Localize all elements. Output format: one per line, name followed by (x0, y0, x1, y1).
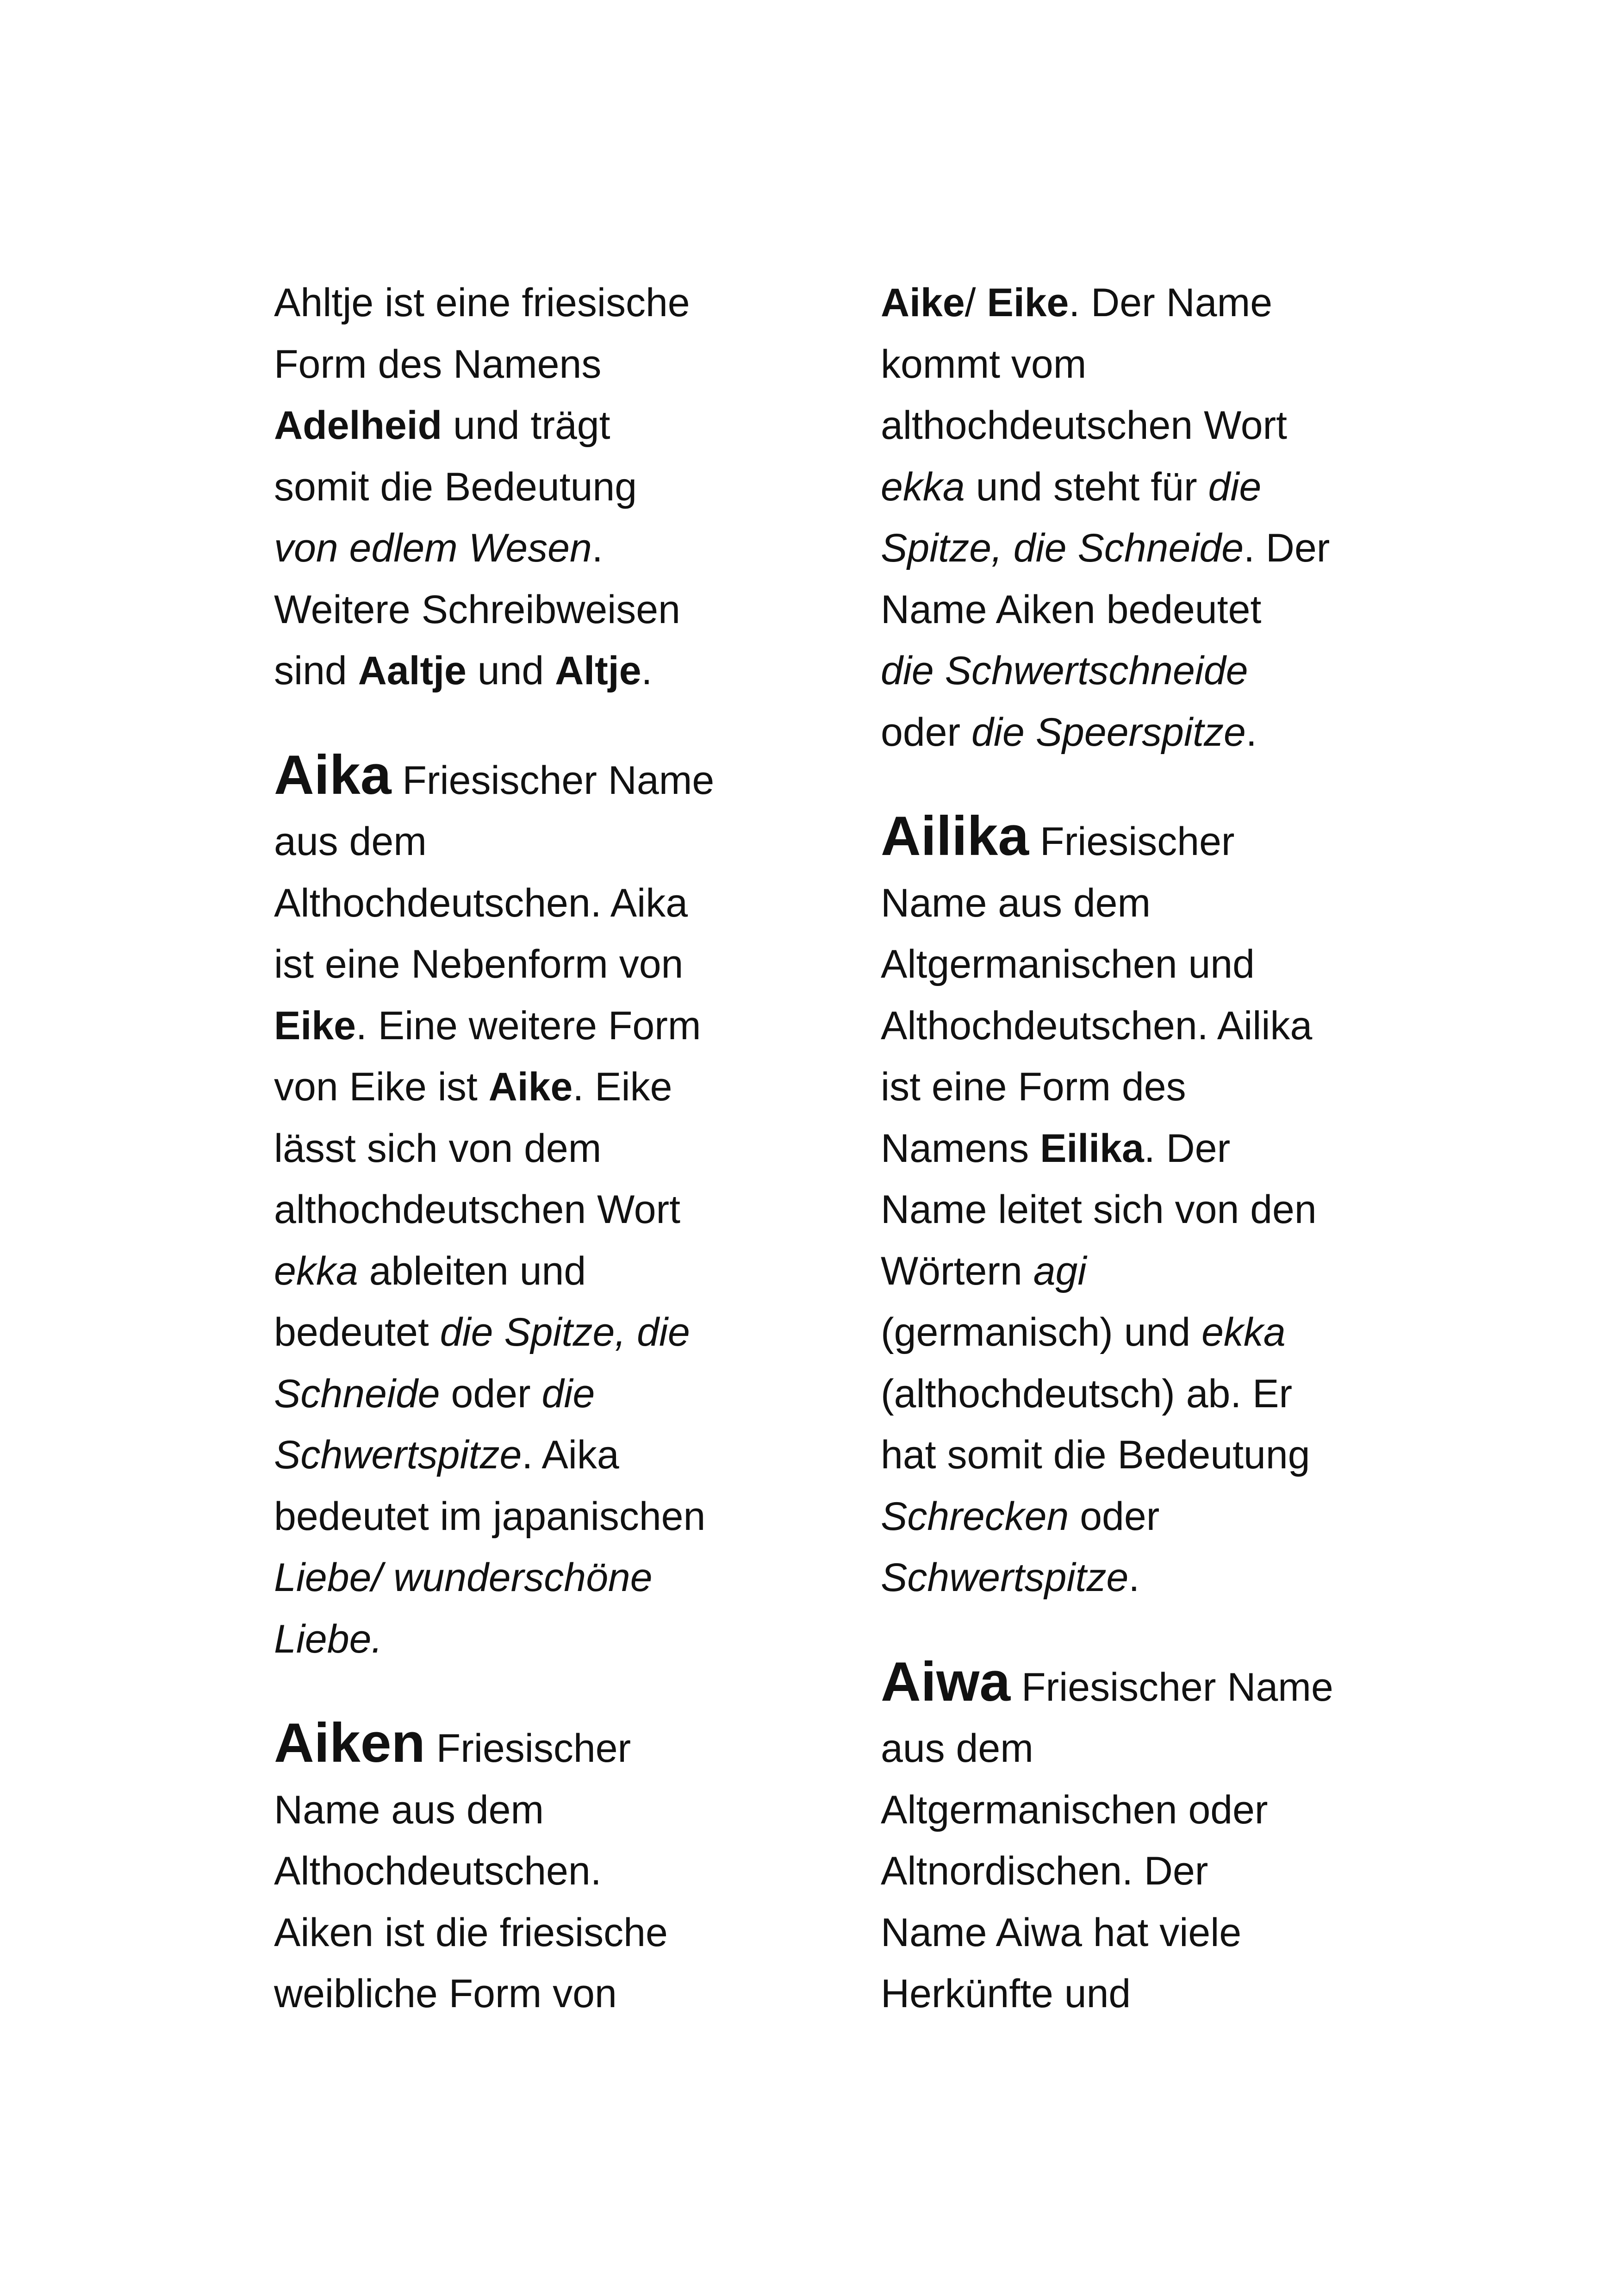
italic-meaning: die Spitze, die Schneide (274, 1310, 690, 1416)
italic-meaning: die Speerspitze (971, 710, 1246, 755)
text-run: . (641, 649, 653, 693)
text-run: Friesischer Name aus dem Althochdeutschen. Aiken ist die friesische weibliche Form von (274, 1726, 668, 2016)
entry-aika (274, 744, 797, 1670)
text-run: und trägt somit die Bedeutung (274, 403, 637, 509)
text-run: oder (440, 1371, 542, 1416)
text-run: . Der Name leitet sich von den Wörtern (881, 1126, 1317, 1293)
italic-word: ekka (881, 464, 965, 509)
entry-aiwa (881, 1651, 1404, 2025)
text-run: . (1128, 1555, 1140, 1600)
text-run: . Der Name kommt vom althochdeutschen Wort (881, 281, 1288, 448)
entry-ahltje (274, 272, 797, 702)
bold-name: Aike (881, 281, 965, 325)
text-run: oder (881, 710, 961, 755)
text-run: . Eine weitere Form von Eike ist (274, 1003, 701, 1109)
italic-meaning: Liebe/ wunderschöne Liebe. (274, 1555, 653, 1661)
entry-headword: Aiken (274, 1712, 425, 1774)
text-run: Friesischer Name aus dem Althochdeutschen. Aika ist eine Nebenform von (274, 758, 715, 986)
right-column (881, 272, 1404, 2025)
text-run: (althochdeutsch) ab. Er hat somit die Bedeutung (881, 1371, 1310, 1477)
text-run: Friesischer Name aus dem Altgermanischen oder Altnordischen. Der Name Aiwa hat viele Herkünfte und (881, 1665, 1333, 2016)
italic-meaning: Schwertspitze (881, 1555, 1129, 1600)
text-run: Ahltje ist eine friesische Form des Namens (274, 281, 690, 387)
bold-name: Eike (987, 281, 1069, 325)
entry-aiken (274, 1712, 797, 2025)
text-run: Friesischer Name aus dem Altgermanischen und Althochdeutschen. Ailika ist eine Form des Namens (881, 819, 1313, 1171)
italic-meaning: die Schwertspitze (274, 1371, 595, 1477)
italic-meaning: Schrecken (881, 1494, 1069, 1539)
text-run: ableiten und bedeutet (274, 1248, 586, 1354)
bold-name: Eilika (1040, 1126, 1144, 1171)
text-run: . Weitere Schreibweisen sind (274, 526, 680, 693)
italic-meaning: von edlem Wesen (274, 526, 592, 570)
bold-name: Eike (274, 1003, 356, 1048)
entry-headword: Aika (274, 743, 392, 806)
bold-name: Aike (488, 1065, 573, 1109)
entry-headword: Aiwa (881, 1650, 1011, 1713)
italic-word: ekka (274, 1248, 358, 1293)
text-run: (germanisch) und (881, 1310, 1191, 1354)
bold-name: Aaltje (358, 649, 467, 693)
entry-headword: Ailika (881, 805, 1029, 867)
text-run: . (1245, 710, 1257, 755)
left-column (274, 272, 797, 2025)
italic-word: agi (1033, 1248, 1087, 1293)
text-run: / (965, 281, 987, 325)
text-run: und (466, 649, 555, 693)
italic-meaning: die Spitze, die Schneide (881, 464, 1262, 570)
bold-name: Altje (555, 649, 641, 693)
text-run: und steht für (965, 464, 1208, 509)
text-run: oder (1080, 1494, 1160, 1539)
entry-ailika (881, 805, 1404, 1609)
bold-name: Adelheid (274, 403, 442, 448)
italic-word: ekka (1201, 1310, 1286, 1354)
text-run: . Aika bedeutet im japanischen (274, 1433, 706, 1539)
text-run: . Der Name Aiken bedeutet (881, 526, 1330, 632)
italic-meaning: die Schwertschneide (881, 649, 1248, 693)
text-run: . Eike lässt sich von dem althochdeutschen Wort (274, 1065, 681, 1232)
entry-aiken-continued (881, 272, 1404, 763)
